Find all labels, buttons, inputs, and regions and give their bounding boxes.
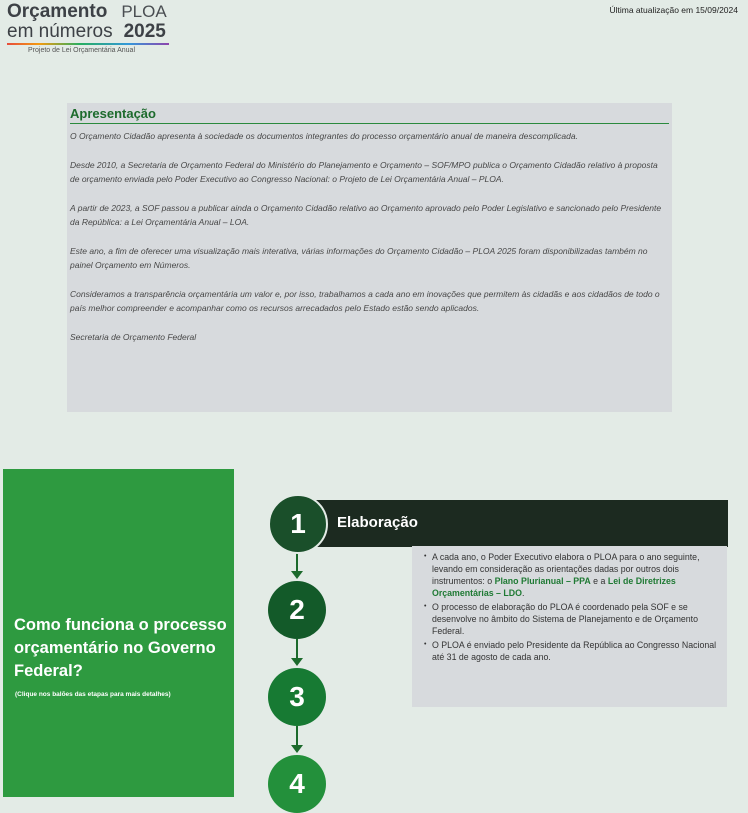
process-panel	[3, 469, 234, 797]
presentation-paragraph: Desde 2010, a Secretaria de Orçamento Federal do Ministério do Planejamento e Orçamento – SOF/MPO publica o Orçamento Cidadão relativo à proposta de orçamento enviada pelo Poder Executivo ao Congresso Nacional: o Projeto de Lei Orçamentária Anual – PLOA.	[70, 160, 658, 184]
presentation-paragraph: Consideramos a transparência orçamentária um valor e, por isso, trabalhamos a cada ano em inovações que permitem às cidadãs e aos cidadãos de todo o país melhor compreender e acompanhar como os recursos arrecadados pelo Estado estão sendo aplicados.	[70, 289, 660, 313]
description-item: • O PLOA é enviado pelo Presidente da República ao Congresso Nacional até 31 de agosto de cada ano.	[426, 639, 719, 663]
presentation-signature: Secretaria de Orçamento Federal	[70, 332, 197, 342]
brand-word-orcamento: Orçamento	[7, 1, 108, 22]
presentation-title: Apresentação	[70, 105, 669, 124]
brand-year: 2025	[123, 21, 166, 42]
arrow-down-icon	[291, 745, 303, 753]
step-2-balloon[interactable]: 2	[268, 581, 326, 639]
description-item: • O processo de elaboração do PLOA é coordenado pela SOF e se desenvolve no âmbito do Sistema de Planejamento e de Orçamento Federal.	[426, 601, 719, 637]
ppa-highlight: Plano Plurianual – PPA	[494, 576, 591, 586]
presentation-paragraph: O Orçamento Cidadão apresenta à sociedade os documentos integrantes do processo orçamentário anual de maneira descomplicada.	[70, 131, 578, 141]
brand-subtitle: Projeto de Lei Orçamentária Anual	[28, 47, 136, 54]
step-1-balloon[interactable]: 1	[268, 494, 328, 554]
brand-logo	[7, 2, 172, 54]
step-description	[412, 546, 727, 707]
process-title: Como funciona o processo orçamentário no Governo Federal?	[14, 616, 227, 680]
step-connector	[296, 639, 298, 658]
brand-word-numeros: em números	[7, 21, 113, 42]
last-updated: Última atualização em 15/09/2024	[609, 5, 738, 15]
description-text: e a	[590, 576, 608, 586]
arrow-down-icon	[291, 571, 303, 579]
description-text: A cada ano, o Poder Executivo elabora o PLOA para o ano seguinte, levando em consideração as orientações dadas por outros dois instrumentos: o	[432, 552, 700, 586]
step-3-balloon[interactable]: 3	[268, 668, 326, 726]
arrow-down-icon	[291, 658, 303, 666]
description-item	[426, 551, 719, 599]
description-text: .	[521, 588, 525, 598]
step-4-balloon[interactable]: 4	[268, 755, 326, 813]
step-active-label: Elaboração	[337, 514, 418, 531]
presentation-paragraph: A partir de 2023, a SOF passou a publicar ainda o Orçamento Cidadão relativo ao Orçamento aprovado pelo Poder Legislativo e sancionado pelo Presidente da República: a Lei Orçamentária Anual – LOA.	[70, 203, 662, 227]
step-connector	[296, 726, 298, 745]
process-note: (Clique nos balões das etapas para mais detalhes)	[15, 691, 171, 698]
brand-ploa: PLOA	[121, 2, 167, 21]
brand-color-bar	[7, 43, 169, 45]
presentation-panel	[67, 103, 672, 412]
ldo-highlight: Lei de Diretrizes Orçamentárias – LDO	[432, 576, 676, 598]
presentation-paragraph: Este ano, a fim de oferecer uma visualização mais interativa, várias informações do Orçamento Cidadão – PLOA 2025 foram disponibilizadas também no painel Orçamento em Números.	[70, 246, 648, 270]
